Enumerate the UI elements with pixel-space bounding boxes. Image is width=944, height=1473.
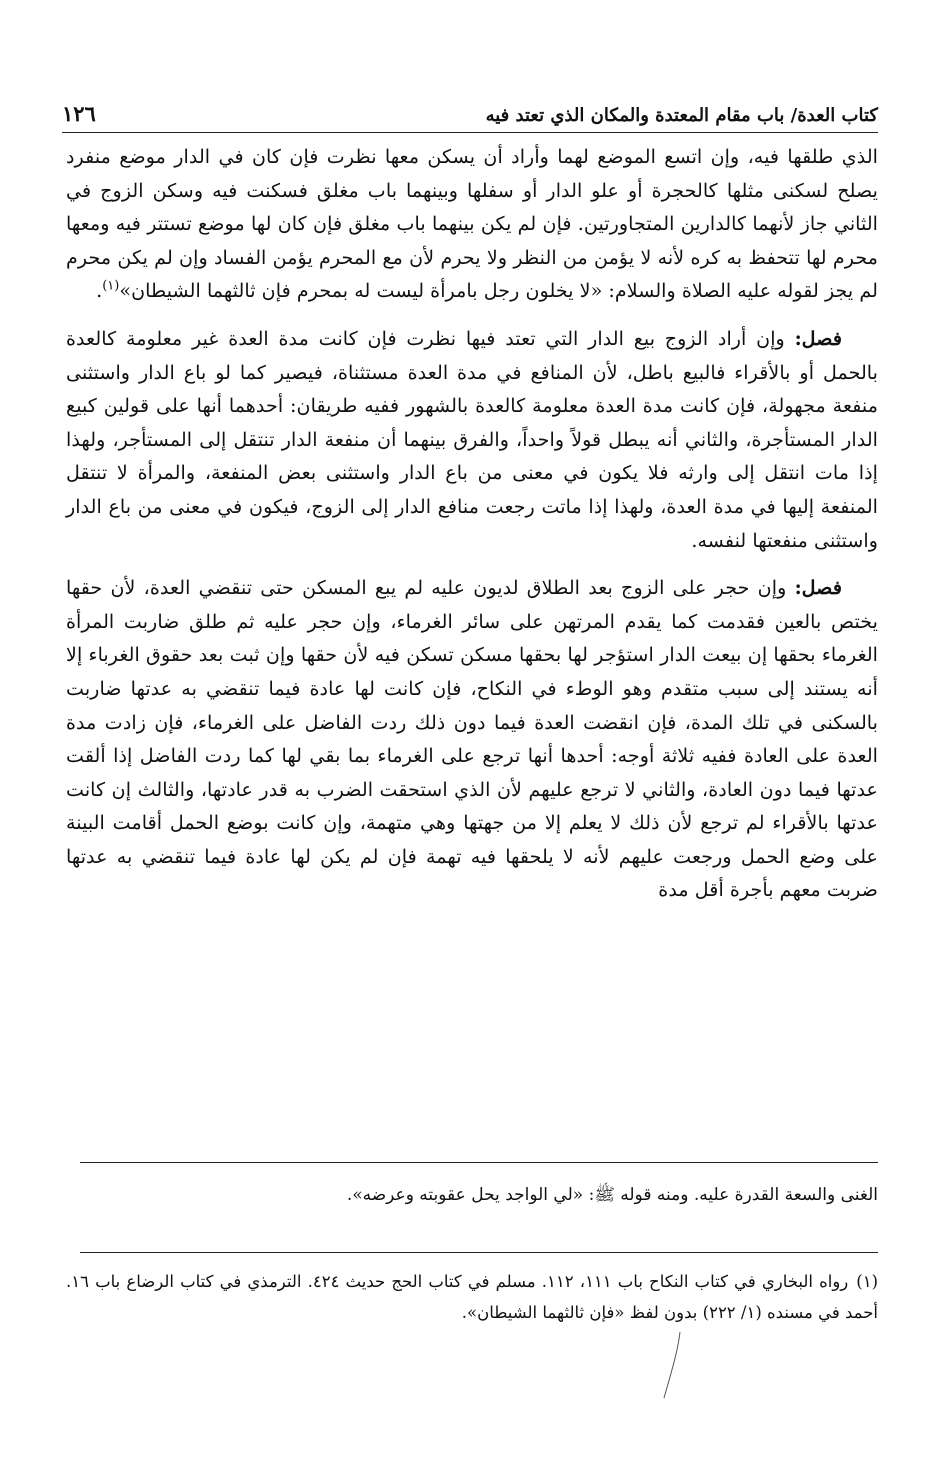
footnote-separator-2 xyxy=(80,1252,878,1253)
page-number: ١٢٦ xyxy=(62,101,96,126)
section-label: فصل: xyxy=(794,326,843,350)
paragraph-1-tail: . xyxy=(96,279,103,303)
paragraph-1-text: الذي طلقها فيه، وإن اتسع الموضع لهما وأراد أن يسكن معها نظرت فإن كان في الدار موضع منفرد يصلح لسكنى مثلها كالحجرة أو علو الدار أو سفلها وبينهما باب مغلق فسكنت فيه وسكن الزوج في الثاني جاز لأنهما كالدارين المتجاورتين. فإن لم يكن بينهما باب مغلق فإن كان لها موضع تستتر فيه ومعها محرم لها تتحفظ به كره لأنه لا يؤمن من النظر ولا يحرم لأن مع المحرم يؤمن الفساد وإن لم يكن محرم لم يجز لقوله عليه الصلاة والسلام: «لا يخلون رجل بامرأة ليست له بمحرم فإن ثالثهما الشيطان» xyxy=(66,145,878,303)
section-label: فصل: xyxy=(794,576,842,600)
pen-stroke-mark xyxy=(660,1330,684,1400)
paragraph-3 xyxy=(66,571,878,907)
paragraph-2 xyxy=(66,322,878,557)
page-header xyxy=(62,92,878,133)
footnote-text: رواه البخاري في كتاب النكاح باب ١١١، ١١٢. مسلم في كتاب الحج حديث ٤٢٤. الترمذي في كتاب الرضاع باب ١٦. أحمد في مسنده (١/ ٢٢٢) بدون لفظ «فإن ثالثهما الشيطان». xyxy=(66,1272,878,1322)
paragraph-2-text: وإن أراد الزوج بيع الدار التي تعتد فيها نظرت فإن كانت مدة العدة غير معلومة كالعدة بالحمل أو بالأقراء فالبيع باطل، لأن المنافع في مدة العدة مستثناة، فيصير كما لو باع الدار واستثنى منفعة مجهولة، فإن كانت مدة العدة معلومة كالعدة بالشهور ففيه طريقان: أحدهما أنها على قولين كبيع الدار المستأجرة، والثاني أنه يبطل قولاً واحداً، والفرق بينهما أن منفعة الدار تنتقل إلى المستأجر، ولهذا إذا مات انتقل إلى وارثه فلا يكون في معنى من باع الدار واستثنى بعض المنفعة، والمرأة لا تنتقل المنفعة إليها في مدة العدة، ولهذا إذا ماتت رجعت منافع الدار إلى الزوج، فيكون في معنى من باع الدار واستثنى منفعتها لنفسه. xyxy=(66,326,878,552)
paragraph-1 xyxy=(66,140,878,308)
footnote-1 xyxy=(66,1266,878,1328)
footnote-number: (١) xyxy=(856,1272,879,1291)
running-head: كتاب العدة/ باب مقام المعتدة والمكان الذي تعتد فيه xyxy=(485,105,878,126)
main-text xyxy=(66,140,878,921)
note-continuation: الغنى والسعة القدرة عليه. ومنه قوله ﷺ: «لي الواجد يحل عقوبته وعرضه». xyxy=(346,1185,878,1205)
footnote-reference[interactable]: (١) xyxy=(102,278,120,294)
paragraph-3-text: وإن حجر على الزوج بعد الطلاق لديون عليه لم يبع المسكن حتى تنقضي العدة، لأن حقها يختص بالعين فقدمت كما يقدم المرتهن على سائر الغرماء، وإن حجر عليه ثم طلق ضاربت المرأة الغرماء بحقها إن بيعت الدار استؤجر لها بحقها مسكن تسكن فيه لأن حقها وإن ثبت بعد حقوق الغرباء إلا أنه يستند إلى سبب متقدم وهو الوطء في النكاح، فإن كانت لها عادة فيما تنقضي به عدتها ضاربت بالسكنى في تلك المدة، فإن انقضت العدة فيما دون ذلك ردت الفاضل على الغرماء، فإن زادت مدة العدة على العادة ففيه ثلاثة أوجه: أحدها أنها ترجع على الغرماء بما بقي لها كما ردت الفاضل إذا ألقت عدتها فيما دون العادة، والثاني لا ترجع عليهم لأن الذي استحقت الضرب به قدر عادتها، والثالث إن كانت عدتها بالأقراء لم ترجع لأن ذلك لا يعلم إلا من جهتها وهي متهمة، وإن كانت بوضع الحمل أقامت البينة على وضع الحمل ورجعت عليهم لأنه لا يلحقها فيه تهمة فإن لم يكن لها عادة فيما تنقضي به عدتها ضربت معهم بأجرة أقل مدة xyxy=(66,576,878,902)
footnote-separator xyxy=(80,1162,878,1163)
